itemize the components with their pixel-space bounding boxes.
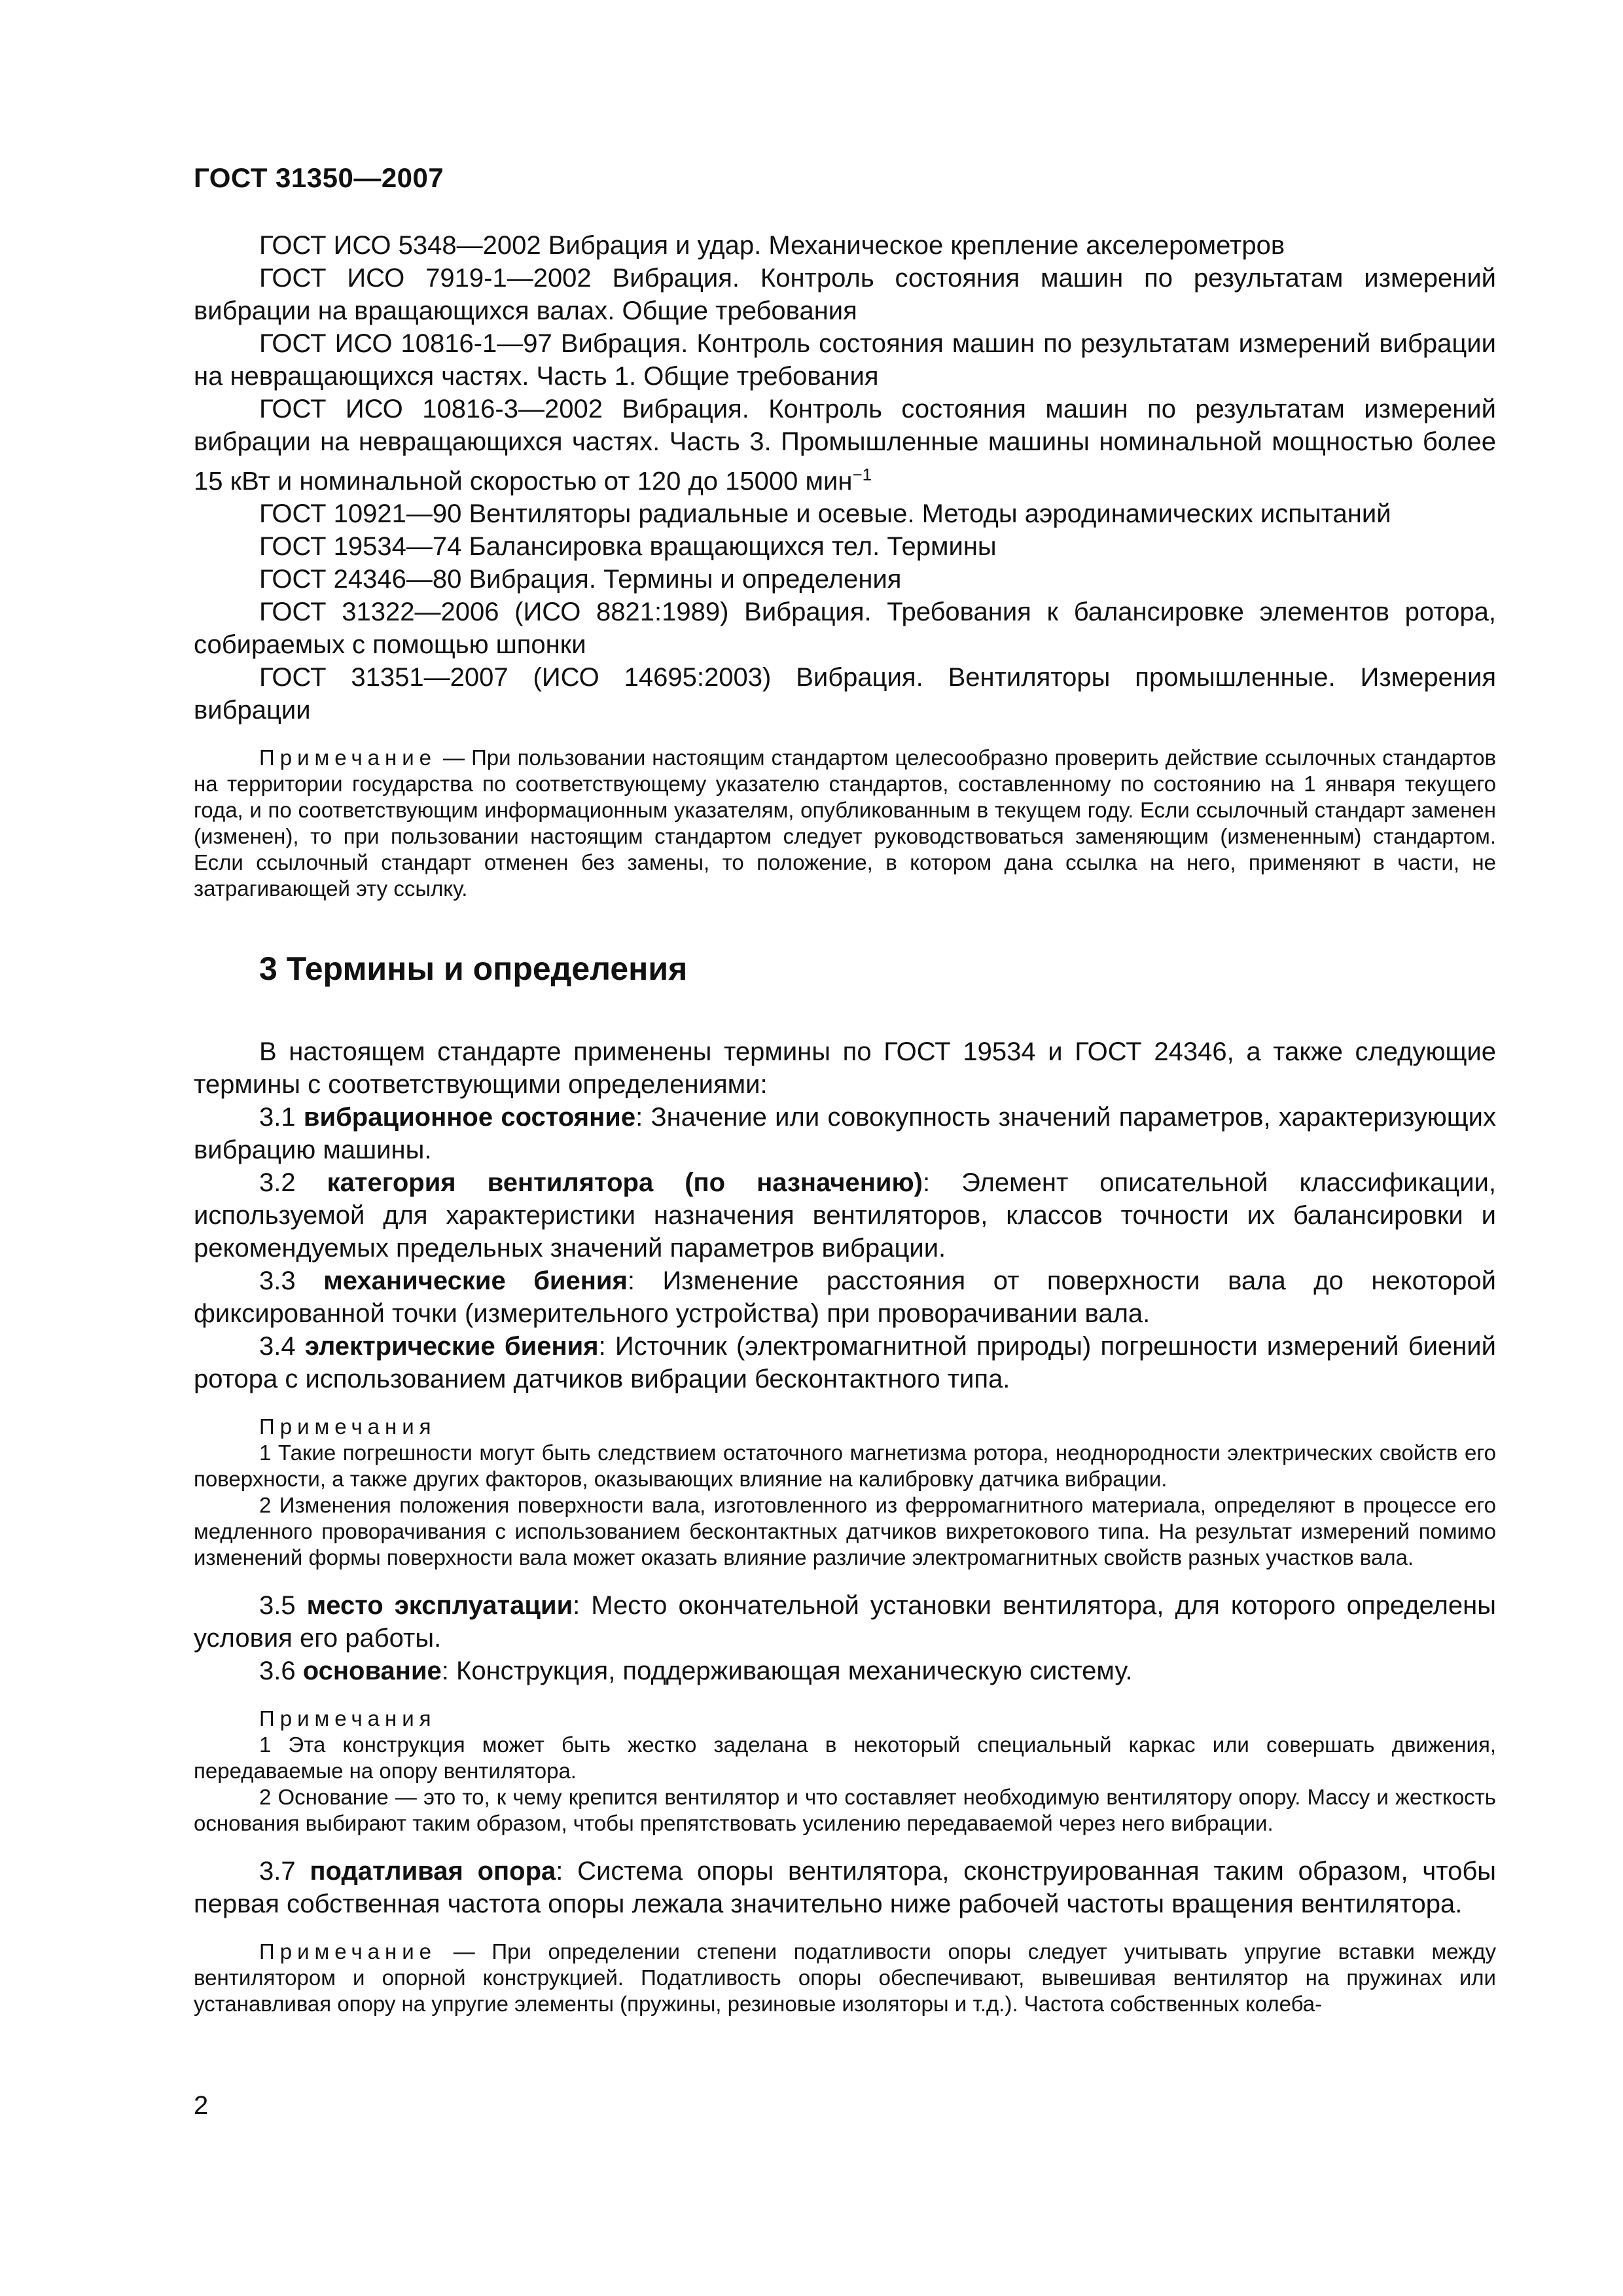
term: электрические биения [304,1332,599,1361]
page-number: 2 [194,2091,209,2120]
note-item: 2 Основание — это то, к чему крепится вентилятор и что составляет необходимую вентилятору опору. Массу и жесткость основания выбирают таким образом, чтобы препятствовать усилению передаваемой через него вибрации. [194,1785,1496,1836]
term-definition: 3.4 электрические биения: Источник (электромагнитной природы) погрешности измерений биений ротора с использованием датчиков вибрации бесконтактного типа. [194,1332,1496,1394]
reference-item: ГОСТ ИСО 7919-1—2002 Вибрация. Контроль состояния машин по результатам измерений вибрации на вращающихся валах. Общие требования [194,264,1497,325]
references-note: Примечание — При пользовании настоящим стандартом целесообразно проверить действие ссылочных стандартов на территории государства по соответствующему указателю стандартов, составленному по состоянию на 1 января текущего года, и по соответствующим информационным указателям, опубликованным в текущем году. Если ссылочный стандарт заменен (изменен), то при пользовании настоящим стандартом следует руководствоваться заменяющим (измененным) стандартом. Если ссылочный стандарт отменен без замены, то положение, в котором дана ссылка на него, применяют в части, не затрагивающей эту ссылку. [194,745,1496,901]
term-definition: 3.5 место эксплуатации: Место окончательной установки вентилятора, для которого определены условия его работы. [194,1591,1496,1653]
reference-item: ГОСТ 31351—2007 (ИСО 14695:2003) Вибрация. Вентиляторы промышленные. Измерения вибрации [194,663,1496,725]
term: вибрационное состояние [303,1103,636,1132]
term-definition: 3.7 податливая опора: Система опоры вентилятора, сконструированная таким образом, чтобы первая собственная частота опоры лежала значительно ниже рабочей частоты вращения вентилятора. [194,1857,1496,1919]
note-label: Примечание [259,1939,437,1964]
term: место эксплуатации [306,1591,573,1621]
reference-item: ГОСТ 24346—80 Вибрация. Термины и определения [259,565,902,594]
reference-item: ГОСТ ИСО 10816-3—2002 Вибрация. Контроль состояния машин по результатам измерений вибрации на невращающихся частях. Часть 3. Промышленные машины номинальной мощностью более 15 кВт и номинальной скоростью от 120 до 15000 мин$^{-1}$ [194,395,1496,496]
reference-item: ГОСТ 10921—90 Вентиляторы радиальные и осевые. Методы аэродинамических испытаний [259,499,1391,529]
note-item: 1 Эта конструкция может быть жестко заделана в некоторый специальный каркас или совершать движения, передаваемые на опору вентилятора. [194,1732,1496,1784]
reference-item: ГОСТ 19534—74 Балансировка вращающихся тел. Термины [259,532,997,562]
notes-heading: Примечания [259,1706,437,1731]
term-note: Примечание — При определении степени податливости опоры следует учитывать упругие вставки между вентилятором и опорной конструкцией. Податливость опоры обеспечивают, вывешивая вентилятор на пружинах или устанавливая опору на упругие элементы (пружины, резиновые изоляторы и т.д.). Частота собственных колеба- [194,1939,1496,2017]
term-definition: 3.3 механические биения: Изменение расстояния от поверхности вала до некоторой фиксированной точки (измерительного устройства) при проворачивании вала. [194,1266,1496,1329]
term: основание [302,1657,442,1686]
term-definition: 3.2 категория вентилятора (по назначению): Элемент описательной классификации, используемой для характеристики назначения вентиляторов, классов точности их балансировки и рекомендуемых предельных значений параметров вибрации. [194,1168,1496,1263]
term: механические биения [323,1266,628,1296]
document-header: ГОСТ 31350—2007 [194,162,444,193]
section-intro: В настоящем стандарте применены термины по ГОСТ 19534 и ГОСТ 24346, а также следующие термины с соответствующими определениями: [194,1037,1496,1100]
note-label: Примечание [259,745,437,770]
term: категория вентилятора (по назначению) [327,1168,923,1198]
term-definition: 3.6 основание: Конструкция, поддерживающая механическую систему. [259,1657,1133,1686]
note-item: 2 Изменения положения поверхности вала, изготовленного из ферромагнитного материала, определяют в процессе его медленного проворачивания с использованием бесконтактных датчиков вихретокового типа. На результат измерений помимо изменений формы поверхности вала может оказать влияние различие электромагнитных свойств разных участков вала. [194,1493,1496,1570]
superscript: −1 [852,465,872,484]
reference-item: ГОСТ ИСО 5348—2002 Вибрация и удар. Механическое крепление акселерометров [259,231,1285,260]
term: податливая опора [310,1857,556,1886]
references-list [194,229,1496,726]
section-title: 3 Термины и определения [259,950,688,988]
term-definition: 3.1 вибрационное состояние: Значение или совокупность значений параметров, характеризующих вибрацию машины. [194,1103,1496,1165]
notes-heading: Примечания [259,1414,437,1439]
note-item: 1 Такие погрешности могут быть следствием остаточного магнетизма ротора, неоднородности электрических свойств его поверхности, а также других факторов, оказывающих влияние на калибровку датчика вибрации. [194,1441,1496,1492]
reference-item: ГОСТ ИСО 10816-1—97 Вибрация. Контроль состояния машин по результатам измерений вибрации на невращающихся частях. Часть 1. Общие требования [194,329,1496,391]
reference-item: ГОСТ 31322—2006 (ИСО 8821:1989) Вибрация. Требования к балансировке элементов ротора, собираемых с помощью шпонки [194,598,1496,660]
document-body [194,229,1496,2017]
